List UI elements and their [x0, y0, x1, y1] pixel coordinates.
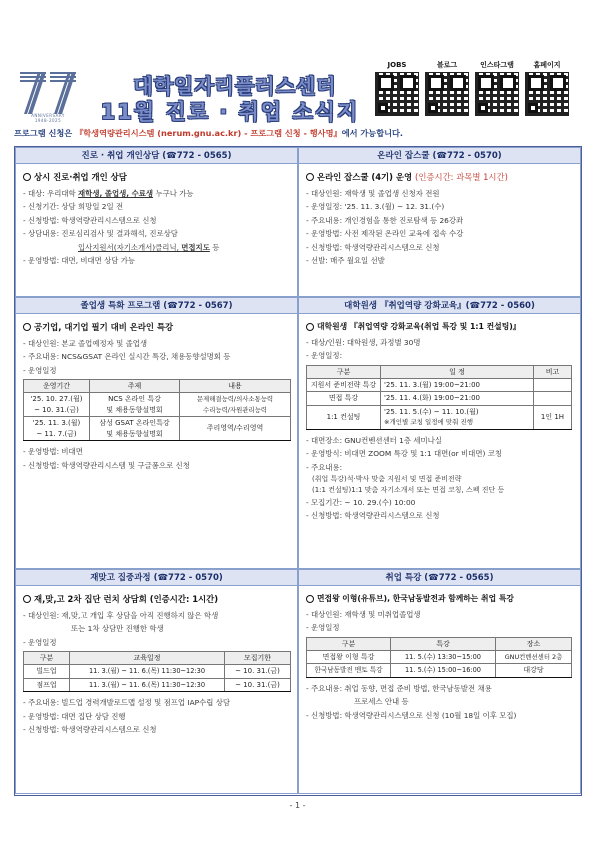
info-line: - 선발: 매주 월요일 선발 [306, 256, 385, 266]
table-cell: '25. 10. 27.(월) ~ 10. 31.(금) [24, 393, 90, 417]
table-cell: 11. 5.(수) 15:00~16:00 [391, 664, 496, 678]
table-cell: 빌드업 [24, 665, 70, 679]
info-line: - 운영일정: '25. 11. 3.(월) ~ 12. 31.(수) [306, 202, 445, 212]
program-application-notice: 프로그램 신청은 『학생역량관리시스템 (nerum.gnu.ac.kr) - 프로그램 신청 - 행사명』에서 가능합니다. [14, 128, 404, 138]
table-cell: 1인 1H [534, 405, 572, 429]
info-line: - 대상: 우리대학 재학생, 졸업생, 수료생 누구나 가능 [23, 189, 194, 198]
table-cell: '25. 11. 3.(월) 19:00~21:00 [381, 378, 534, 392]
table-cell: NCS 온라인 특강 및 채용동향설명회 [90, 393, 180, 417]
info-line: - 상담내용: 진로심리검사 및 결과해석, 진로상담 [23, 229, 178, 239]
circle-bullet-icon [306, 595, 314, 603]
qr-code-icon [475, 72, 519, 116]
info-line: 프로세스 안내 등 [354, 697, 409, 707]
section-title: 공기업, 대기업 필기 대비 온라인 특강 [23, 321, 290, 333]
grad-school-panel [298, 297, 581, 569]
table-cell: 지원서 준비전략 특강 [307, 378, 381, 392]
table-cell: '25. 11. 3.(월) ~ 11. 7.(금) [24, 417, 90, 441]
table-cell: 한국남동발전 멘토 특강 [307, 664, 391, 678]
table-cell: 문제해결능력/의사소통능력 수리능력/자원관리능력 [180, 393, 291, 417]
circle-bullet-icon [23, 323, 31, 331]
table-header: 일 정 [381, 365, 534, 378]
table-header: 모집기한 [225, 652, 291, 665]
program-link[interactable]: 『학생역량관리시스템 (nerum.gnu.ac.kr) - 프로그램 신청 - 행사명』 [75, 128, 342, 138]
info-line: 입사지원서(자기소개서)클리닉, 면접지도 등 [78, 242, 220, 252]
qr-label: 블로그 [436, 61, 458, 69]
table-cell: ~ 10. 31.(금) [225, 665, 291, 679]
table-row [24, 678, 291, 692]
info-line: (취업 특강)석·박사 맞춤 지원서 및 면접 준비전략 [312, 475, 462, 484]
section-title: 면접왕 이형(유튜브), 한국남동발전과 함께하는 취업 특강 [306, 593, 573, 604]
qr-label: JOBS [387, 61, 407, 69]
logo-caption: ANNIVERSARY 1948-2025 [31, 113, 65, 123]
info-line: - 운영방법: 대면, 비대면 상담 가능 [23, 256, 136, 266]
table-header: 운영기간 [24, 380, 90, 393]
panel-heading: 온라인 잡스쿨 (☎772 - 0570) [299, 148, 580, 164]
table-cell [534, 378, 572, 392]
info-line: - 운영방식: 비대면 ZOOM 특강 및 1:1 대면(or 비대면) 코칭 [306, 449, 502, 459]
table-row [307, 405, 572, 429]
qr-code-icon [525, 72, 569, 116]
info-line: - 대상인원: 재,맞,고 개입 후 상담을 아직 진행하지 않은 학생 [23, 611, 219, 620]
info-line: - 신청기간: 상담 희망일 2일 전 [23, 202, 124, 212]
page-number: - 1 - [289, 801, 306, 810]
info-line: - 주요내용: NCS&GSAT 온라인 실시간 특강, 채용동향설명회 등 [23, 352, 231, 362]
info-line: (1:1 컨설팅)1:1 맞춤 자기소개서 또는 면접 코칭, 스펙 진단 등 [312, 486, 505, 495]
table-cell: 11. 3.(월) ~ 11. 6.(목) 11:30~12:30 [70, 665, 225, 679]
qr-code-icon [375, 72, 419, 116]
info-line: - 주요내용: 취업 동향, 면접 준비 방법, 한국남동발전 채용 [306, 683, 492, 693]
info-line: - 운영일정 [23, 365, 57, 375]
graduate-program-panel [15, 297, 298, 569]
info-line: - 운영일정: [306, 351, 343, 361]
schedule-table [23, 651, 291, 692]
info-line: - 대면장소: GNU컨벤션센터 1층 세미나실 [306, 435, 442, 445]
panel-heading: 대학원생 『취업역량 강화교육』(☎772 - 0560) [299, 298, 580, 314]
info-line: - 신청방법: 학생역량관리시스템으로 신청 [23, 725, 157, 735]
panel-heading: 진로 · 취업 개인상담 (☎772 - 0565) [16, 148, 297, 164]
table-header: 특강 [391, 637, 496, 650]
table-cell: 11. 5.(수) 13:30~15:00 [391, 650, 496, 664]
table-header: 구분 [307, 637, 391, 650]
table-header: 주제 [90, 380, 180, 393]
info-line: - 대상인원: 재학생 및 미취업졸업생 [306, 610, 421, 619]
info-line: 또는 1차 상담만 진행한 학생 [71, 624, 164, 634]
table-cell [534, 392, 572, 406]
panel-heading: 재맞고 집중과정 (☎772 - 0570) [16, 570, 297, 586]
qr-label: 인스타그램 [480, 61, 514, 69]
circle-bullet-icon [306, 173, 314, 181]
qr-label: 홈페이지 [533, 61, 561, 69]
schedule-table [23, 379, 291, 441]
table-header: 장소 [496, 637, 572, 650]
schedule-table [306, 637, 572, 678]
info-line: - 대상/인원: 대학원생, 과정별 30명 [306, 338, 421, 347]
table-row [24, 665, 291, 679]
table-row [307, 664, 572, 678]
online-jobschool-panel [298, 147, 581, 297]
info-line: - 운영방법: 비대면 [23, 447, 83, 457]
info-line: - 주요내용: 빌드업 경력개발로드맵 설정 및 점프업 IAP수립 상담 [23, 698, 230, 708]
table-cell: 삼성 GSAT 온라인특강 및 채용동향설명회 [90, 417, 180, 441]
circle-bullet-icon [306, 323, 314, 331]
table-cell: 대강당 [496, 664, 572, 678]
qr-instagram[interactable] [473, 60, 521, 116]
table-header: 교육일정 [70, 652, 225, 665]
info-line: - 대상인원: 재학생 및 졸업생 신청자 전원 [306, 189, 440, 198]
panel-heading: 취업 특강 (☎772 - 0565) [299, 570, 580, 586]
qr-homepage[interactable] [523, 60, 571, 116]
info-line: - 운영방법: 대면 집단 상담 진행 [23, 711, 126, 721]
schedule-table [306, 365, 572, 430]
table-cell: GNU컨벤션센터 2층 [496, 650, 572, 664]
newsletter-title-line1: 대학일자리플러스센터 [133, 74, 337, 98]
table-row [307, 378, 572, 392]
info-line: - 주요내용: 개인경험을 통한 진로탐색 등 26강좌 [306, 215, 464, 225]
info-line: - 신청방법: 학생역량관리시스템 및 구글폼으로 신청 [23, 460, 190, 470]
info-line: - 신청방법: 학생역량관리시스템으로 신청 [23, 215, 157, 225]
table-header: 구분 [307, 365, 381, 378]
qr-code-icon [425, 72, 469, 116]
table-cell: 주리영역/수리영역 [180, 417, 291, 441]
table-cell: 점프업 [24, 678, 70, 692]
newsletter-grid [14, 146, 582, 796]
circle-bullet-icon [23, 173, 31, 181]
newsletter-title-line2: 11월 진로 · 취업 소식지 [100, 100, 360, 124]
table-cell: 면접왕 이형 특강 [307, 650, 391, 664]
circle-bullet-icon [23, 595, 31, 603]
info-line: - 주요내용: [306, 462, 343, 472]
counsel-panel [15, 147, 298, 297]
info-line: - 운영방법: 사전 제작된 온라인 교육에 접속 수강 [306, 229, 464, 239]
table-header: 비고 [534, 365, 572, 378]
info-line: - 신청방법: 학생역량관리시스템으로 신청 (10월 18일 이후 모집) [306, 710, 517, 720]
info-line: - 운영일정 [306, 623, 340, 633]
info-line: - 운영일정 [23, 637, 57, 647]
table-cell: '25. 11. 5.(수) ~ 11. 10.(월) ※개인별 코칭 일정에 맞춰 진행 [381, 405, 534, 429]
table-header: 구분 [24, 652, 70, 665]
panel-heading: 졸업생 특화 프로그램 (☎772 - 0567) [16, 298, 297, 314]
info-line: - 신청방법: 학생역량관리시스템으로 신청 [306, 242, 440, 252]
table-cell: 1:1 컨설팅 [307, 405, 381, 429]
qr-jobs[interactable] [373, 60, 421, 116]
table-cell: ~ 10. 31.(금) [225, 678, 291, 692]
info-line: - 대상인원: 본교 졸업예정자 및 졸업생 [23, 339, 147, 348]
section-title: 온라인 잡스쿨 (4기) 운영 (인증시간: 과목별 1시간) [306, 171, 573, 183]
header [0, 0, 595, 125]
section-title: 상시 진로·취업 개인 상담 [23, 171, 290, 183]
info-line: - 모집기간: ~ 10. 29.(수) 10:00 [306, 498, 416, 508]
table-cell: 면접 특강 [307, 392, 381, 406]
section-title: 재,맞,고 2차 집단 런치 상담회 (인증시간: 1시간) [23, 593, 290, 605]
info-line: - 신청방법: 학생역량관리시스템으로 신청 [306, 511, 440, 521]
table-cell: 11. 3.(월) ~ 11. 6.(목) 11:30~12:30 [70, 678, 225, 692]
section-title: 대학원생 『취업역량 강화교육(취업 특강 및 1:1 컨설팅)』 [306, 321, 573, 332]
table-row [24, 417, 291, 441]
table-row [307, 392, 572, 406]
qr-blog[interactable] [423, 60, 471, 116]
special-lecture-panel [298, 569, 581, 794]
table-cell: '25. 11. 4.(화) 19:00~21:00 [381, 392, 534, 406]
table-header: 내용 [180, 380, 291, 393]
table-row [24, 393, 291, 417]
table-row [307, 650, 572, 664]
intensive-course-panel [15, 569, 298, 794]
